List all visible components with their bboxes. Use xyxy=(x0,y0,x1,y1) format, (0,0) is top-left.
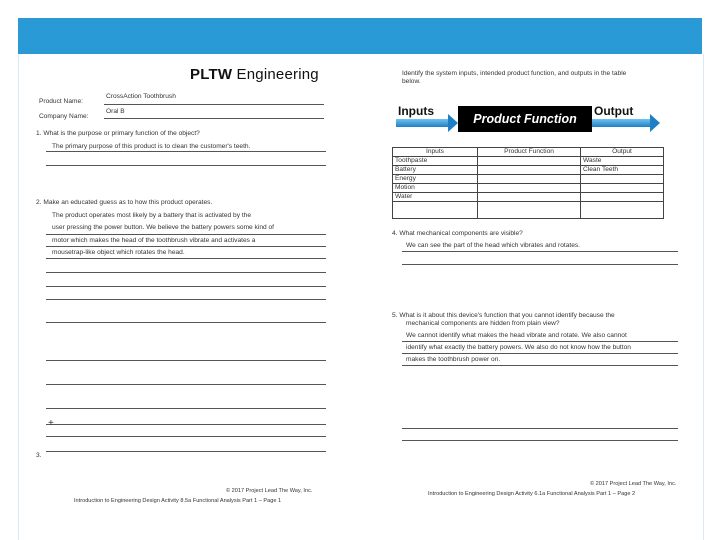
answer-2-line-2: user pressing the power button. We believe the battery powers some kind of xyxy=(52,224,274,231)
table-cell xyxy=(478,157,581,166)
intro-line-2: below. xyxy=(402,78,421,85)
footer-copyright-right: © 2017 Project Lead The Way, Inc. xyxy=(590,481,677,487)
input-arrow xyxy=(396,119,448,127)
function-diagram xyxy=(396,102,664,136)
table-row xyxy=(393,184,664,193)
table-cell xyxy=(581,184,664,193)
table-cell xyxy=(478,175,581,184)
intro-line-1: Identify the system inputs, intended product function, and outputs in the table xyxy=(402,70,627,77)
table-row xyxy=(393,193,664,202)
table-cell xyxy=(478,166,581,175)
answer-2-line-1: The product operates most likely by a battery that is activated by the xyxy=(52,212,252,219)
answer-4: We can see the part of the head which vibrates and rotates. xyxy=(406,242,580,249)
footer-course-left: Introduction to Engineering Design Activity 8.5a Functional Analysis Part 1 – Page 1 xyxy=(74,498,282,504)
company-name-value: Oral B xyxy=(106,108,125,115)
footer-copyright-left: © 2017 Project Lead The Way, Inc. xyxy=(226,488,313,494)
header-product-function: Product Function xyxy=(478,148,581,157)
answer-2-line-3: motor which makes the head of the toothbrush vibrate and activates a xyxy=(52,237,256,244)
table-row xyxy=(393,157,664,166)
product-function-box: Product Function xyxy=(458,106,592,132)
worksheet-page-1 xyxy=(26,54,356,504)
table-row xyxy=(393,166,664,175)
company-name-label: Company Name: xyxy=(39,113,89,120)
io-table xyxy=(392,147,664,219)
input-arrowhead xyxy=(448,114,458,132)
table-header-row xyxy=(393,148,664,157)
header-output: Output xyxy=(581,148,664,157)
table-cell xyxy=(478,193,581,202)
output-arrowhead xyxy=(650,114,660,132)
cursor-cross-mark: + xyxy=(48,418,54,429)
product-name-value: CrossAction Toothbrush xyxy=(106,93,176,100)
output-arrow xyxy=(592,119,650,127)
table-cell: Clean Teeth xyxy=(581,166,664,175)
table-cell: Water xyxy=(393,193,478,202)
table-cell: Waste xyxy=(581,157,664,166)
answer-5-line-1: We cannot identify what makes the head vibrate and rotate. We also cannot xyxy=(406,332,627,339)
answer-2-line-4: mousetrap-like object which rotates the head. xyxy=(52,249,185,256)
answer-5-line-3: makes the toothbrush power on. xyxy=(406,356,501,363)
product-name-label: Product Name: xyxy=(39,98,83,105)
question-3-number: 3. xyxy=(36,452,42,459)
table-row-empty xyxy=(393,202,664,219)
worksheet-page-2 xyxy=(360,54,692,497)
pltw-logo: PLTW Engineering xyxy=(190,66,319,83)
table-cell xyxy=(478,184,581,193)
question-4: 4. What mechanical components are visible? xyxy=(392,230,523,237)
answer-1: The primary purpose of this product is to clean the customer's teeth. xyxy=(52,143,251,150)
question-5-line-1: 5. What is it about this device's function that you cannot identify because the xyxy=(392,312,615,319)
diagram-inputs-label: Inputs xyxy=(398,104,434,118)
table-cell: Toothpaste xyxy=(393,157,478,166)
footer-course-right: Introduction to Engineering Design Activity 6.1a Functional Analysis Part 1 – Page 2 xyxy=(428,491,636,497)
table-cell: Battery xyxy=(393,166,478,175)
question-2: 2. Make an educated guess as to how this product operates. xyxy=(36,199,213,206)
header-inputs: Inputs xyxy=(393,148,478,157)
table-cell: Motion xyxy=(393,184,478,193)
slide-header-bar xyxy=(18,18,702,54)
answer-5-line-2: identify what exactly the battery powers. We also do not know how the button xyxy=(406,344,631,351)
table-cell: Energy xyxy=(393,175,478,184)
table-row xyxy=(393,175,664,184)
table-cell xyxy=(581,175,664,184)
table-cell xyxy=(581,193,664,202)
diagram-output-label: Output xyxy=(594,104,634,118)
question-1: 1. What is the purpose or primary function of the object? xyxy=(36,130,200,137)
question-5-line-2: mechanical components are hidden from plain view? xyxy=(406,320,560,327)
